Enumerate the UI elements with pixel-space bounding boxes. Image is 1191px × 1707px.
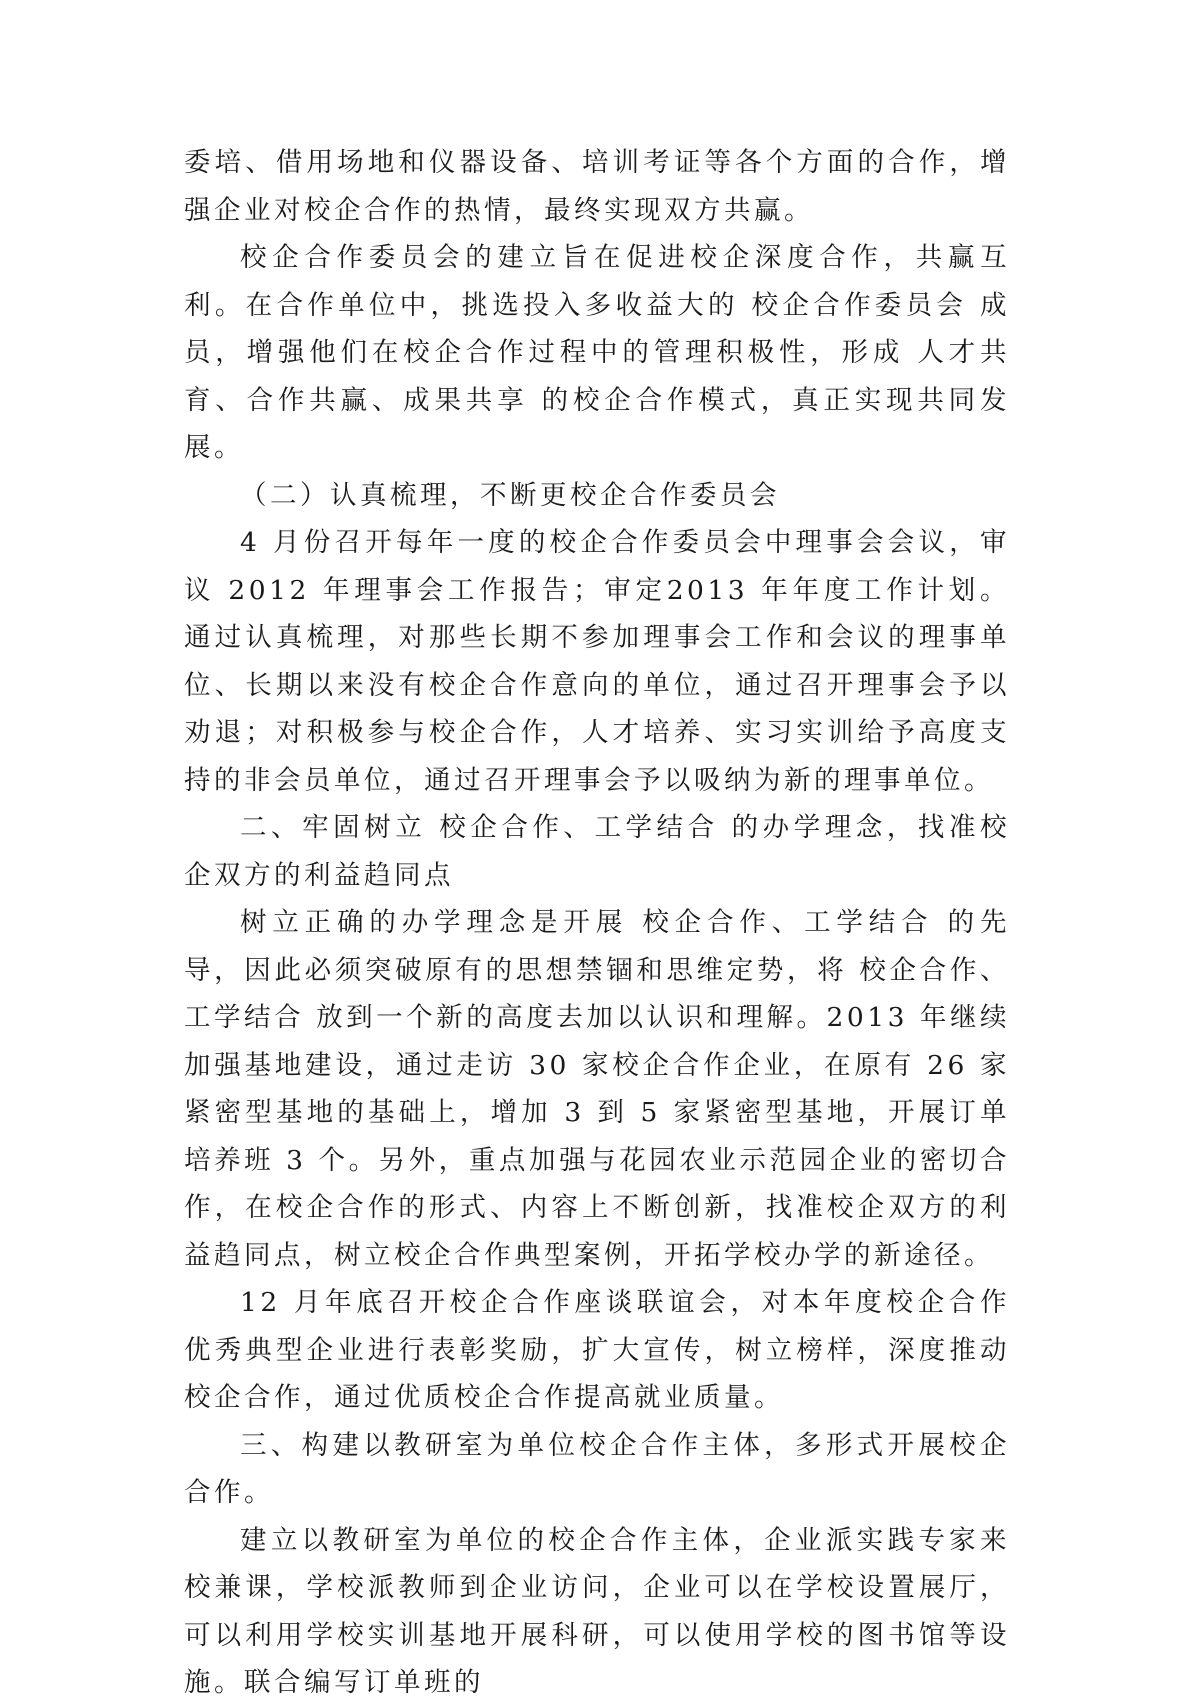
section-heading-review: （二）认真梳理，不断更校企合作委员会 <box>240 479 780 511</box>
paragraph-council-meeting: 4 月份召开每年一度的校企合作委员会中理事会会议，审议 2012 年理事会工作报告；审定2013 年年度工作计划。通过认真梳理，对那些长期不参加理事会工作和会议的理事单位、长期以来没有校企合作意向的单位，通过召开理事会予以劝退；对积极参与校企合作，人才培养、实习实训给予高度支持的非会员单位，通过召开理事会予以吸纳为新的理事单位。 <box>184 527 1010 796</box>
section-heading-philosophy: 二、牢固树立 校企合作、工学结合 的办学理念，找准校企双方的利益趋同点 <box>184 812 1010 891</box>
paragraph-continuation: 委培、借用场地和仪器设备、培训考证等各个方面的合作，增强企业对校企合作的热情，最终实现双方共赢。 <box>184 147 1010 226</box>
paragraph-philosophy-detail: 树立正确的办学理念是开展 校企合作、工学结合 的先导，因此必须突破原有的思想禁锢和思维定势，将 校企合作、工学结合 放到一个新的高度去加以认识和理解。2013 年继续加强基地建设，通过走访 30 家校企合作企业，在原有 26 家紧密型基地的基础上，增加 3 到 5 家紧密型基地，开展订单培养班 3 个。另外，重点加强与花园农业示范园企业的密切合作，在校企合作的形式、内容上不断创新，找准校企双方的利益趋同点，树立校企合作典型案例，开拓学校办学的新途径。 <box>184 907 1010 1271</box>
paragraph-committee-purpose: 校企合作委员会的建立旨在促进校企深度合作，共赢互利。在合作单位中，挑选投入多收益大的 校企合作委员会 成员，增强他们在校企合作过程中的管理积极性，形成 人才共育、合作共赢、成果共享 的校企合作模式，真正实现共同发展。 <box>184 242 1010 463</box>
section-heading-structure: 三、构建以教研室为单位校企合作主体，多形式开展校企合作。 <box>184 1429 1010 1508</box>
paragraph-year-end-meeting: 12 月年底召开校企合作座谈联谊会，对本年度校企合作优秀典型企业进行表彰奖励，扩大宣传，树立榜样，深度推动校企合作，通过优质校企合作提高就业质量。 <box>184 1287 1010 1413</box>
paragraph-structure-detail: 建立以教研室为单位的校企合作主体，企业派实践专家来校兼课，学校派教师到企业访问，企业可以在学校设置展厅，可以利用学校实训基地开展科研，可以使用学校的图书馆等设施。联合编写订单班的 <box>184 1524 1010 1698</box>
document-body <box>184 139 1010 1707</box>
